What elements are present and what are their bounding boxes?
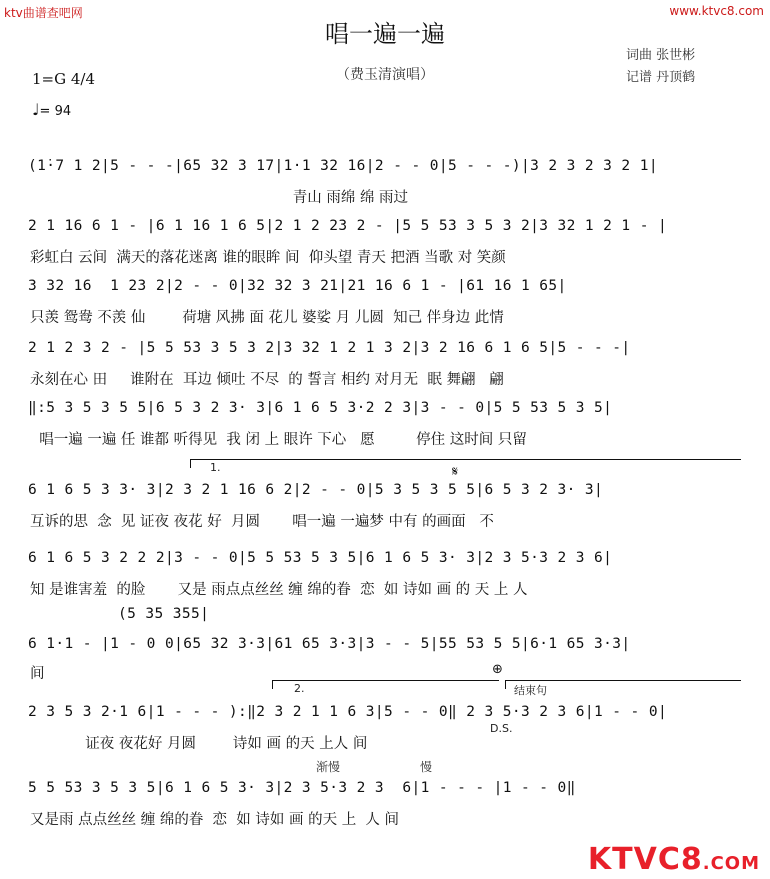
watermark-bottom-logo <box>588 842 760 877</box>
score-lyrics-line: 又是雨 点点丝丝 缠 绵的眷 恋 如 诗如 画 的天 上 人 间 <box>30 812 400 828</box>
quarter-note-icon: ♩ <box>32 100 40 119</box>
song-subtitle: （费玉清演唱） <box>336 67 434 83</box>
score-lyrics-line: 间 <box>30 666 45 682</box>
score-lyrics-line: 唱一遍 一遍 任 谁都 听得见 我 闭 上 眼许 下心 愿 停住 这时间 只留 <box>30 432 527 448</box>
volta-1-label: 1. <box>210 461 221 474</box>
segno-sign: 𝄋 <box>452 464 459 480</box>
score-notes-line: 6 1 6 5 3 3· 3|2 3 2 1 16 6 2|2 - - 0|5 3 5 3 5 5|6 5 3 2 3· 3| <box>28 482 604 498</box>
song-title: 唱一遍一遍 <box>325 20 445 48</box>
score-lyrics-line: 彩虹白 云间 满天的落花迷离 谁的眼眸 间 仰头望 青天 把酒 当歌 对 笑颜 <box>30 250 506 266</box>
ending-label: 结束句 <box>514 684 547 697</box>
ds-marking: D.S. <box>490 722 513 735</box>
watermark-bottom-main: KTVC8 <box>587 842 703 877</box>
interlude-notes: (5 35 355| <box>118 606 210 622</box>
score-notes-line: 3 32 16 1 23 2|2 - - 0|32 32 3 21|21 16 6 1 - |61 16 1 65| <box>28 278 567 294</box>
score-lyrics-line: 永刻在心 田 谁附在 耳边 倾吐 不尽 的 誓言 相约 对月无 眠 舞翩 翩 <box>30 372 504 388</box>
volta-bracket-1 <box>190 459 741 468</box>
score-notes-line: ‖:5 3 5 3 5 5|6 5 3 2 3· 3|6 1 6 5 3·2 2 3|3 - - 0|5 5 53 5 3 5| <box>28 400 613 416</box>
ritardando-marking: 渐慢 <box>316 760 341 774</box>
tempo-marking <box>32 100 71 119</box>
tempo-value: = 94 <box>39 104 72 119</box>
coda-sign: ⊕ <box>492 662 503 677</box>
score-lyrics-line: 互诉的思 念 见 证夜 夜花 好 月圆 唱一遍 一遍梦 中有 的画面 不 <box>30 514 494 530</box>
transcriber-credit: 记谱 丹顶鹤 <box>626 70 696 85</box>
volta-2-label: 2. <box>294 682 305 695</box>
score-notes-line: 6 1 6 5 3 2 2 2|3 - - 0|5 5 53 5 3 5|6 1 6 5 3· 3|2 3 5·3 2 3 6| <box>28 550 613 566</box>
watermark-top-left: ktv曲谱查吧网 <box>4 6 83 20</box>
score-notes-line: (1̇·7 1 2|5 - - -|65 32 3 17|1·1 32 16|2 - - 0|5 - - -)|3 2 3 2 3 2 1| <box>28 158 658 174</box>
score-lyrics-line: 证夜 夜花好 月圆 诗如 画 的天 上人 间 <box>30 736 368 752</box>
watermark-top-right[interactable]: www.ktvc8.com <box>669 4 764 18</box>
key-signature: 1=G 4/4 <box>32 70 96 88</box>
volta-bracket-2 <box>272 680 499 689</box>
score-notes-line: 5 5 53 3 5 3 5|6 1 6 5 3· 3|2 3 5·3 2 3 6|1 - - - |1 - - 0‖ <box>28 780 576 796</box>
score-lyrics-line: 只羡 鸳鸯 不羡 仙 荷塘 风拂 面 花儿 婆娑 月 儿圆 知己 伴身边 此情 <box>30 310 504 326</box>
score-notes-line: 2 1 2 3 2 - |5 5 53 3 5 3 2|3 32 1 2 1 3 2|3 2 16 6 1 6 5|5 - - -| <box>28 340 631 356</box>
score-notes-line: 2 3 5 3 2·1 6|1 - - - ):‖2 3 2 1 1 6 3|5 - - 0‖ 2 3 5·3 2 3 6|1 - - 0| <box>28 704 668 720</box>
watermark-bottom-suffix: .COM <box>702 853 760 874</box>
score-notes-line: 2 1 16 6 1 - |6 1 16 1 6 5|2 1 2 23 2 - |5 5 53 3 5 3 2|3 32 1 2 1 - | <box>28 218 668 234</box>
score-notes-line: 6 1·1 - |1 - 0 0|65 32 3·3|61 65 3·3|3 - - 5|55 53 5 5|6·1 65 3·3| <box>28 636 631 652</box>
lyricist-credit: 词曲 张世彬 <box>626 48 696 63</box>
score-lyrics-line: 青山 雨绵 绵 雨过 <box>30 190 409 206</box>
score-lyrics-line: 知 是谁害羞 的脸 又是 雨点点丝丝 缠 绵的眷 恋 如 诗如 画 的 天 上 人 <box>30 582 528 598</box>
slow-marking: 慢 <box>420 760 433 774</box>
